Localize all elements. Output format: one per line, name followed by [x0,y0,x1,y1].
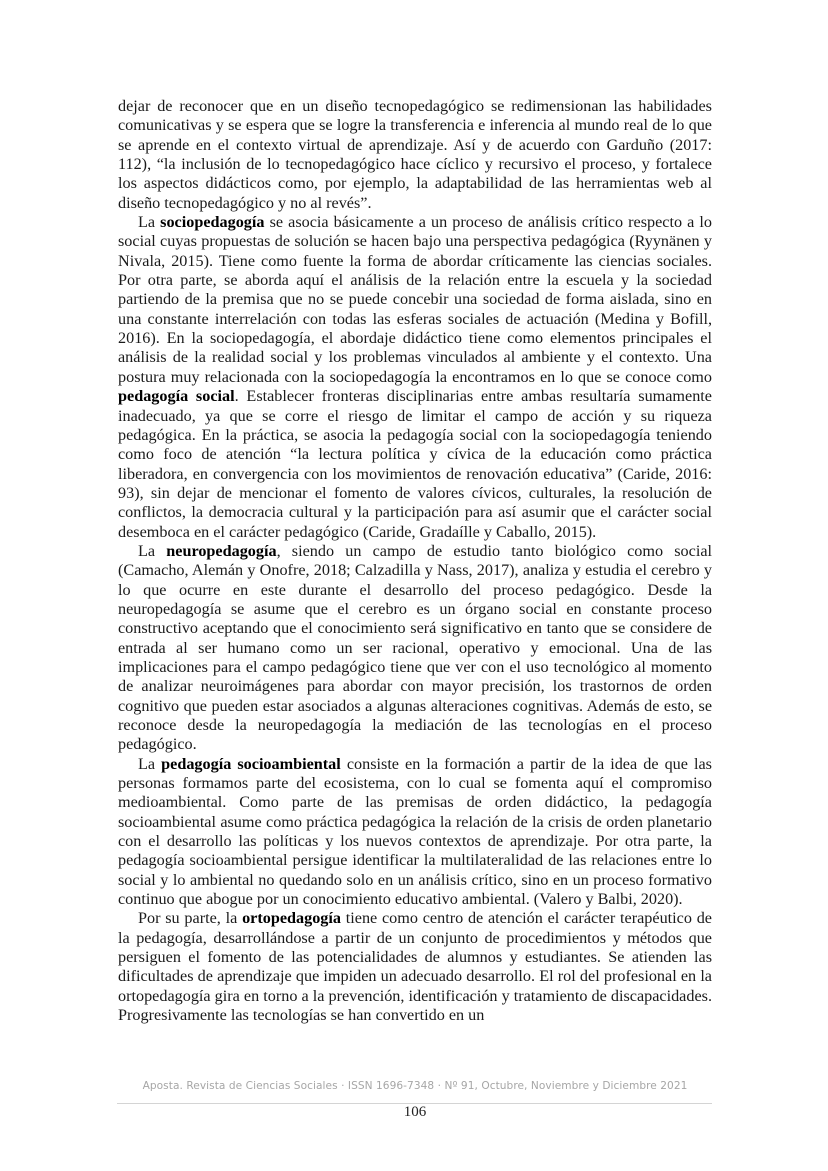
text-run: tiene como centro de atención el carácter terapéutico de la pedagogía, desarrollándose a partir de un conjunto de procedimientos y métodos que persiguen el fomento de las potencialidades de alumnos y estudiantes. Se atienden las dificultades de aprendizaje que impiden un adecuado desarrollo. El rol del profesional en la ortopedagogía gira en torno a la prevención, identificación y tratamiento de discapacidades. Progresivamente las tecnologías se han convertido en un [118,909,712,1025]
paragraph-tecnopedagogia-end [118,97,712,213]
bold-term: sociopedagogía [160,213,265,232]
text-run: Por su parte, la [138,909,243,928]
bold-term: neuropedagogía [166,541,277,560]
text-run: . Establecer fronteras disciplinarias entre ambas resultaría sumamente inadecuado, ya que se corre el riesgo de limitar el campo de acción y su riqueza pedagógica. En la práctica, se asocia la pedagogía social con la sociopedagogía teniendo como foco de atención “la lectura política y cívica de la educación como práctica liberadora, en convergencia con los movimientos de renovación educativa” (Caride, 2016: 93), sin dejar de mencionar el fomento de valores cívicos, culturales, la resolución de conflictos, la democracia cultural y la participación para así asumir que el carácter social desemboca en el carácter pedagógico (Caride, Gradaílle y Caballo, 2015). [118,387,712,541]
bold-term: pedagogía social [118,387,235,406]
paragraph-ortopedagogia [118,909,712,1025]
text-run: La [138,754,162,773]
text-run: La [138,213,161,232]
paragraph-pedagogia-socioambiental [118,755,712,910]
text-run: se asocia básicamente a un proceso de análisis crítico respecto a lo social cuyas propuestas de solución se hacen bajo una perspectiva pedagógica (Ryynänen y Nivala, 2015). Tiene como fuente la forma de abordar críticamente las ciencias sociales. Por otra parte, se aborda aquí el análisis de la relación entre la escuela y la sociedad partiendo de la premisa que no se puede concebir una sociedad de forma aislada, sino en una constante interrelación con todas las esferas sociales de actuación (Medina y Bofill, 2016). En la sociopedagogía, el abordaje didáctico tiene como elementos principales el análisis de la realidad social y los problemas vinculados al ambiente y el contexto. Una postura muy relacionada con la sociopedagogía la encontramos en lo que se conoce como [118,213,712,386]
body-text [118,97,712,1026]
text-run: , siendo un campo de estudio tanto biológico como social (Camacho, Alemán y Onofre, 2018; Calzadilla y Nass, 2017), analiza y estudia el cerebro y lo que ocurre en este durante el desarrollo del proceso pedagógico. Desde la neuropedagogía se asume que el cerebro es un órgano social en constante proceso constructivo aceptando que el conocimiento será significativo en tanto que se considere de entrada al ser humano como un ser racional, operativo y emocional. Una de las implicaciones para el campo pedagógico tiene que ver con el uso tecnológico al momento de analizar neuroimágenes para abordar con mayor precisión, los trastornos de orden cognitivo que pueden estar asociados a algunas alteraciones cognitivas. Además de esto, se reconoce desde la neuropedagogía la mediación de las tecnologías en el proceso pedagógico. [118,541,713,754]
paragraph-neuropedagogia [118,542,712,755]
text-run: dejar de reconocer que en un diseño tecnopedagógico se redimensionan las habilidades comunicativas y se espera que se logre la transferencia e inferencia al mundo real de lo que se aprende en el contexto virtual de aprendizaje. Así y de acuerdo con Garduño (2017: 112), “la inclusión de lo tecnopedagógico hace cíclico y recursivo el proceso, y fortalece los aspectos didácticos como, por ejemplo, la adaptabilidad de las herramientas web al diseño tecnopedagógico y no al revés”. [118,97,712,212]
page-number: 106 [403,1104,427,1120]
text-run: consiste en la formación a partir de la idea de que las personas formamos parte del ecosistema, con lo cual se fomenta aquí el compromiso medioambiental. Como parte de las premisas de orden didáctico, la pedagogía socioambiental asume como práctica pedagógica la relación de la crisis de orden planetario con el desarrollo las políticas y los nuevos contextos de aprendizaje. Por otra parte, la pedagogía socioambiental persigue identificar la multilateralidad de las relaciones entre lo social y lo ambiental no quedando solo en un análisis crítico, sino en un proceso formativo continuo que abogue por un conocimiento educativo ambiental. (Valero y Balbi, 2020). [118,754,712,909]
text-run: La [138,541,167,560]
paragraph-sociopedagogia [118,213,712,542]
footer-journal-citation: Aposta. Revista de Ciencias Sociales · ISSN 1696-7348 · Nº 91, Octubre, Noviembre y Diciembre 2021 [142,1080,688,1092]
bold-term: ortopedagogía [242,909,341,928]
bold-term: pedagogía socioambiental [161,754,341,773]
